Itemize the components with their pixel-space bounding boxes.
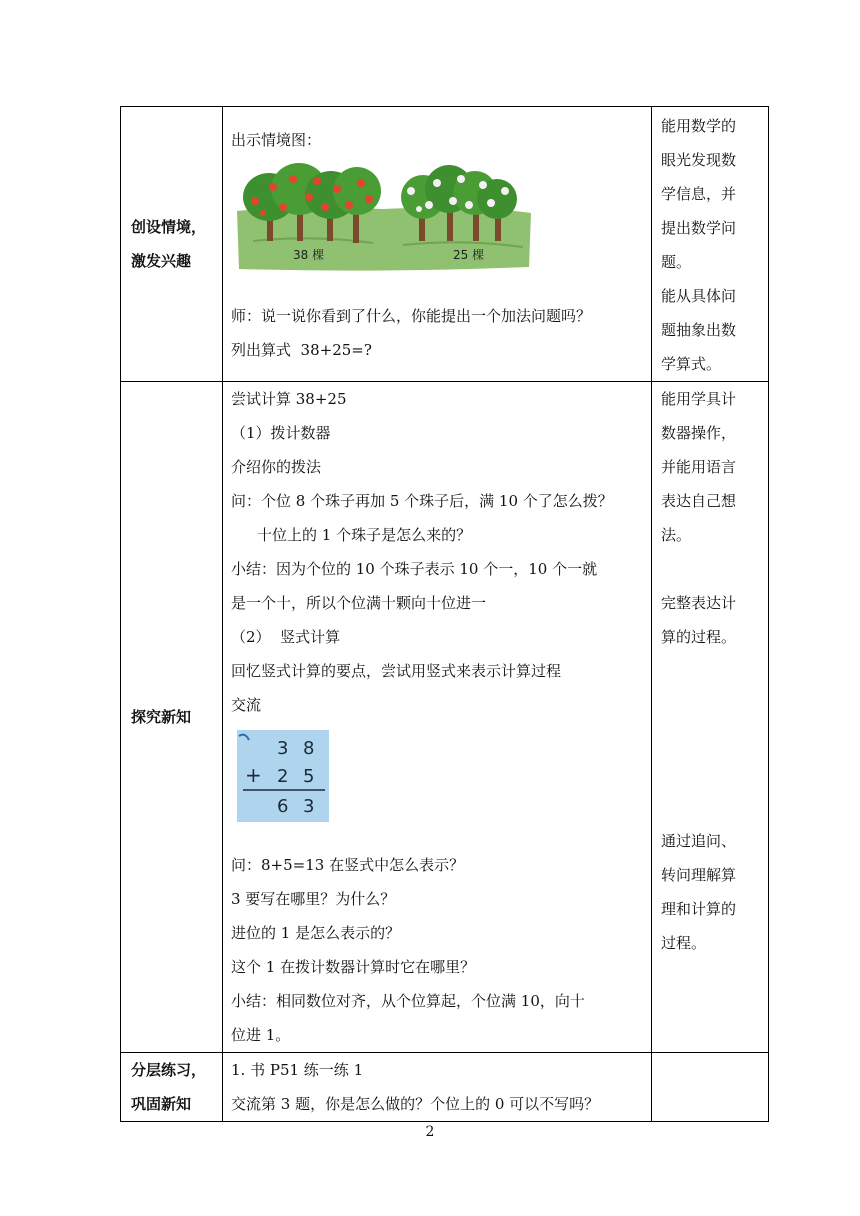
digit-result-ones: 3 xyxy=(303,796,315,817)
digit-top-ones: 8 xyxy=(303,738,315,759)
content-line: （2） 竖式计算 xyxy=(231,628,341,646)
stage-label: 探究新知 xyxy=(131,708,192,726)
content-line: 问：个位 8 个珠子再加 5 个珠子后，满 10 个了怎么拨？ xyxy=(231,492,613,510)
content-line: 问：8+5=13 在竖式中怎么表示？ xyxy=(231,856,465,874)
stage-label: 分层练习， xyxy=(131,1061,207,1079)
content-line: 这个 1 在拨计数器计算时它在哪里？ xyxy=(231,958,476,976)
note-line: 题。 xyxy=(661,253,692,271)
digit-middle-tens: 2 xyxy=(277,766,289,787)
content-line: 十位上的 1 个珠子是怎么来的？ xyxy=(257,526,472,544)
content-cell xyxy=(223,1053,652,1122)
note-line: 学信息，并 xyxy=(661,185,737,203)
page-number: 2 xyxy=(425,1124,435,1140)
content-line: 列出算式 38+25=? xyxy=(231,341,372,359)
content-line: 尝试计算 38+25 xyxy=(231,390,347,408)
content-line: （1）拨计数器 xyxy=(231,424,331,442)
content-line: 交流第 3 题，你是怎么做的？个位上的 0 可以不写吗？ xyxy=(231,1095,600,1113)
content-line: 小结：因为个位的 10 个珠子表示 10 个一，10 个一就 xyxy=(231,560,598,578)
content-line: 3 要写在哪里？为什么？ xyxy=(231,890,396,908)
left-count-label: 38 棵 xyxy=(293,248,325,262)
content-line: 出示情境图： xyxy=(231,131,322,149)
digit-top-tens: 3 xyxy=(277,738,289,759)
note-line: 题抽象出数 xyxy=(661,321,737,339)
note-line: 学算式。 xyxy=(661,355,722,373)
stage-cell xyxy=(121,107,223,382)
note-cell xyxy=(652,382,769,1053)
content-cell xyxy=(223,382,652,1053)
content-line: 师：说一说你看到了什么，你能提出一个加法问题吗？ xyxy=(231,307,592,325)
content-cell xyxy=(223,107,652,382)
note-line: 转问理解算 xyxy=(661,866,737,884)
digit-result-tens: 6 xyxy=(277,796,289,817)
note-line: 能用数学的 xyxy=(661,117,737,135)
content-line: 1. 书 P51 练一练 1 xyxy=(231,1061,364,1079)
lesson-plan-table xyxy=(120,106,769,1122)
content-line: 回忆竖式计算的要点，尝试用竖式来表示计算过程 xyxy=(231,662,562,680)
note-line: 算的过程。 xyxy=(661,628,737,646)
right-count-label: 25 棵 xyxy=(453,248,485,262)
note-line: 眼光发现数 xyxy=(661,151,737,169)
content-line: 是一个十，所以个位满十颗向十位进一 xyxy=(231,594,487,612)
note-cell xyxy=(652,1053,769,1122)
note-line: 法。 xyxy=(661,526,692,544)
note-line: 过程。 xyxy=(661,934,707,952)
vertical-addition-figure xyxy=(237,730,329,822)
stage-label: 巩固新知 xyxy=(131,1095,192,1113)
note-cell xyxy=(652,107,769,382)
stage-cell xyxy=(121,1053,223,1122)
content-line: 进位的 1 是怎么表示的？ xyxy=(231,924,401,942)
plus-sign: + xyxy=(245,763,262,787)
content-line: 介绍你的拨法 xyxy=(231,458,322,476)
note-line: 数器操作， xyxy=(661,424,737,442)
note-line: 完整表达计 xyxy=(661,594,737,612)
stage-cell xyxy=(121,382,223,1053)
note-line: 并能用语言 xyxy=(661,458,737,476)
note-line: 通过追问、 xyxy=(661,832,737,850)
content-line: 小结：相同数位对齐，从个位算起，个位满 10，向十 xyxy=(231,992,585,1010)
orchard-picture xyxy=(233,161,533,273)
note-line: 提出数学问 xyxy=(661,219,737,237)
table-row-practice xyxy=(121,1053,769,1122)
note-line: 表达自己想 xyxy=(661,492,737,510)
note-line: 能从具体问 xyxy=(661,287,737,305)
content-line: 交流 xyxy=(231,696,262,714)
stage-label: 激发兴趣 xyxy=(131,252,192,270)
content-line: 位进 1。 xyxy=(231,1026,291,1044)
note-line: 理和计算的 xyxy=(661,900,737,918)
table-row-explore xyxy=(121,382,769,1053)
table-row-situation xyxy=(121,107,769,382)
note-line: 能用学具计 xyxy=(661,390,737,408)
stage-label: 创设情境， xyxy=(131,218,207,236)
digit-middle-ones: 5 xyxy=(303,766,315,787)
